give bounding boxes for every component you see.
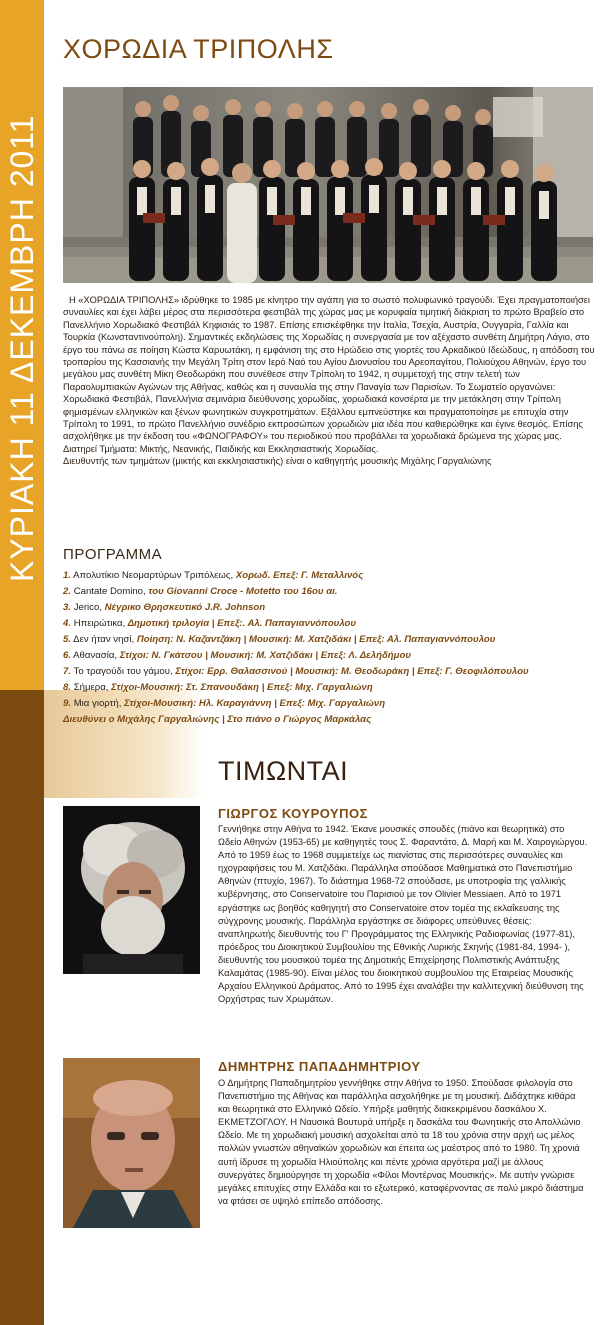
program-item-number: 2. [63, 586, 72, 597]
program-item-credit: Στίχοι: Ερρ. Θαλασσινού | Μουσική: Μ. Θεοδωράκη | Επεξ: Γ. Θεοφιλόπουλου [172, 666, 529, 677]
program-director-line [63, 712, 595, 728]
program-heading: ΠΡΟΓΡΑΜΜΑ [63, 546, 163, 563]
program-item-credit: Στίχοι-Μουσική: Στ. Σπανουδάκη | Επεξ: Μιχ. Γαργαλιώνη [108, 682, 373, 693]
program-item-credit: Ποίηση: Ν. Καζαντζάκη | Μουσική: Μ. Χατζιδάκι | Επεξ: Αλ. Παπαγιαννόπουλου [134, 634, 496, 645]
program-item [63, 616, 595, 632]
program-list [63, 568, 595, 728]
portrait-kouroupos-image [63, 806, 200, 974]
choir-title: ΧΟΡΩΔΙΑ ΤΡΙΠΟΛΗΣ [63, 34, 334, 64]
program-item [63, 664, 595, 680]
program-item [63, 648, 595, 664]
program-item [63, 632, 595, 648]
program-item-number: 3. [63, 602, 72, 613]
choir-photo-illustration [63, 87, 593, 283]
program-item-number: 9. [63, 698, 72, 709]
program-item-number: 7. [63, 666, 72, 677]
program-item-title: Δεν ήταν νησί, [73, 634, 135, 645]
choir-history-paragraph: Η «ΧΟΡΩΔΙΑ ΤΡΙΠΟΛΗΣ» ιδρύθηκε το 1985 με κίνητρο την αγάπη για το σωστό πολυφωνικό τραγούδι. Έχει πραγματοποιήσει συναυλίες και έχει λάβει μέρος στα περισσότερα φεστιβάλ της χώρας μας με κορυφαία τιμητική διάκριση το πρώτο Βραβείο στο Πανελλήνιο Χορωδιακό Φεστιβάλ Κηφισιάς το 1987. Επίσης επισκέφθηκε την Ιταλία, Τσεχία, Αυστρία, Ουγγαρία, Γαλλία και Τουρκία (Κωνσταντινούπολη). Σημαντικές εκδηλώσεις της Χορωδίας η συνεργασία με τον αξέχαστο συνθέτη Δημήτρη Λάγιο, στο έργο του πάνω σε ποίηση Κώστα Καρυωτάκη, η εμφάνιση της στο Ηρώδειο στις γιορτές του Αρκαδικού Ιδεώδους, η απόδοση του τροπαρίου της Κασσιανής την Μεγάλη Τρίτη στον Ιερό Ναό του Αγίου Διονυσίου του Αρεοπαγίτου, Πολιούχου Αθηνών, έργο του μεγάλου μας συνθέτη Μίκη Θεοδωράκη που συνέθεσε στην Τρίπολη το 1942, η συμμετοχή της στην τελετή των Παραολυμπιακών Αγώνων της Αθήνας, καθώς και η συναυλία της στην Παναγία των Παρισίων. Το Σωματείο οργανώνει: Χορωδιακά Φεστιβάλ, Πανελλήνια σεμινάρια διεύθυνσης χορωδίας, χορωδιακά κονσέρτα με την μετάκληση στην Τρίπολη φημισμένων ελληνικών και ξένων φωνητικών συγκροτημάτων. Εξάλλου εμπνεύστηκε και πραγματοποίησε με επιτυχία στην Τρίπολη το 1991, το πρώτο Πανελλήνιο συνέδριο εκπροσώπων χορωδιών μια ιδέα που καθιερώθηκε και έγινε θεσμός. Επίσης ασχολήθηκε με την έκδοση του «ΦΩΝΟΓΡΑΦΟΥ» του περιοδικού που προβάλλει τα χορωδιακά δρώμενα της χώρας μας. [63, 295, 595, 442]
honorees-heading: ΤΙΜΩΝΤΑΙ [218, 756, 349, 786]
honoree-bio: Ο Δημήτρης Παπαδημητρίου γεννήθηκε στην Αθήνα το 1950. Σπούδασε φιλολογία στο Πανεπιστήμιο της Αθήνας και παράλληλα ασχολήθηκε με τη μουσική. Διδάχτηκε κιθάρα και θεωρητικά στο Ελληνικό Ωδείο. Υπήρξε μαθητής διακεκριμένου δασκάλου Χ. ΕΚΜΕΤΖΟΓΛΟΥ. Η Ναυσικά Βουτυρά υπήρξε η δασκάλα του Φωνητικής στο Απολλώνιο Ωδείο. Με τη χορωδιακή μουσική ασχολείται από τα 18 του χρόνια στην αρχή ως μέλος πολλών γνωστών αθηναϊκών χορωδιών και έπειτα ως μαέστρος από το 1980. Τη χρονιά αυτή ίδρυσε τη χορωδία Ηλιούπολης και πέντε χρόνια αργότερα μαζί με άλλους συνεργάτες δημιούργησε τη χορωδία «Φίλοι Μοντέρνας Μουσικής». Με αυτήν γνώρισε μεγάλες επιτυχίες στην Ελλάδα και το εξωτερικό, καταφέρνοντας σε πολύ μικρό διάστημα να φτάσει σε υψηλό επίπεδο απόδοσης. [218, 1078, 584, 1206]
program-item [63, 584, 595, 600]
program-director: Διευθύνει ο Μιχάλης Γαργαλιώνης | Στο πιάνο ο Γιώργος Μαρκάλας [63, 714, 372, 725]
portrait-kouroupos [63, 806, 200, 974]
portrait-papadimitriou-image [63, 1058, 200, 1228]
program-item-credit: του Giovanni Croce - Motetto του 16ου αι. [145, 586, 338, 597]
choir-director-paragraph: Διευθυντής των τμημάτων (μικτής και εκκλησιαστικής) είναι ο καθηγητής μουσικής Μιχάλης Γαργαλιώνης [63, 456, 492, 467]
program-item-credit: Στίχοι: Ν. Γκάτσου | Μουσική: Μ. Χατζιδάκι | Επεξ: Λ. Δελήδήμου [117, 650, 411, 661]
honoree-name: ΓΙΩΡΓΟΣ ΚΟΥΡΟΥΠΟΣ [218, 806, 368, 821]
honoree-name: ΔΗΜΗΤΡΗΣ ΠΑΠΑΔΗΜΗΤΡΙΟΥ [218, 1059, 421, 1074]
program-item-number: 6. [63, 650, 72, 661]
portrait-papadimitriou [63, 1058, 200, 1228]
choir-photo [63, 87, 593, 283]
sidebar-date: ΚΥΡΙΑΚΗ 11 ΔΕΚΕΜΒΡΗ 2011 [4, 114, 40, 582]
program-item-number: 4. [63, 618, 72, 629]
program-item-title: Το τραγούδι του γάμου, [73, 666, 173, 677]
program-item-credit: Χορωδ. Επεξ: Γ. Μεταλλινός [233, 570, 364, 581]
program-item [63, 696, 595, 712]
program-item-credit: Νέγρικο Θρησκευτικό J.R. Johnson [101, 602, 266, 613]
honoree-bio: Γεννήθηκε στην Αθήνα το 1942. Έκανε μουσικές σπουδές (πιάνο και θεωρητικά) στο Ωδείο Αθηνών (1953-65) με καθηγητές τους Σ. Φαραντάτο, Δ. Μαρή και Μ. Χαιρογιώργου. Από το 1959 έως το 1968 συμμετείχε ως πιανίστας στις περισσότερες συναυλίες και ηχογραφήσεις του Μ. Χατζιδάκι. Παράλληλα σπούδασε Μαθηματικά στο Πανεπιστήμιο Αθηνών (πτυχίο, 1967). Το διάστημα 1968-72 σπούδασε, με υποτροφία της γαλλικής κυβέρνησης, στο Conservatoire του Παρισιού με τον Olivier Messiaen. Από το 1971 εργάστηκε ως βοηθός καθηγητή στο Conservatoire στον τομέα της εκλαΐκευσης της σύγχρονης μουσικής. Παράλληλα εργάστηκε σε διάφορες υπεύθυνες θέσεις: αναπληρωτής διευθυντής του Γ' Προγράμματος της Ελληνικής Ραδιοφωνίας (1977-81), πρόεδρος του Διοικητικού Συμβουλίου της Εθνικής Λυρικής Σκηνής (1981-84, 1994- ), διευθυντής του μουσικού τομέα της Δημοτικής Επιχείρησης Πολιτιστικής Ανάπτυξης Καλαμάτας (1985-90). Είναι μέλος του διοικητικού συμβουλίου της Εταιρείας Μουσικής Αρχαίου Ελληνικού Δράματος. Από το 1995 έχει αναλάβει την καλλιτεχνική διεύθυνση της Ορχήστρας των Χρωμάτων. [218, 824, 588, 1005]
program-item-number: 8. [63, 682, 72, 693]
program-item-title: Απολυτίκιο Νεομαρτύρων Τριπόλεως, [73, 570, 234, 581]
program-item-title: Cantate Domino, [73, 586, 146, 597]
program-item [63, 600, 595, 616]
program-item [63, 568, 595, 584]
program-item-title: Μια γιορτή, [73, 698, 122, 709]
program-item-title: Jerico, [73, 602, 102, 613]
choir-sections-paragraph: Διατηρεί Τμήματα: Μικτής, Νεανικής, Παιδικής και Εκκλησιαστικής Χορωδίας. [63, 443, 379, 454]
program-item-title: Αθανασία, [73, 650, 118, 661]
program-item-title: Ηπειρώτικα, [73, 618, 126, 629]
sidebar-bottom-band [0, 690, 44, 1325]
choir-description [63, 294, 595, 468]
program-item [63, 680, 595, 696]
program-item-credit: Στίχοι-Μουσική: Ηλ. Καραγιάννη | Επεξ: Μιχ. Γαργαλιώνη [121, 698, 386, 709]
program-item-credit: Δημοτική τριλογία | Επεξ:. Αλ. Παπαγιαννόπουλου [125, 618, 357, 629]
program-item-number: 1. [63, 570, 72, 581]
program-item-number: 5. [63, 634, 72, 645]
program-item-title: Σήμερα, [73, 682, 109, 693]
